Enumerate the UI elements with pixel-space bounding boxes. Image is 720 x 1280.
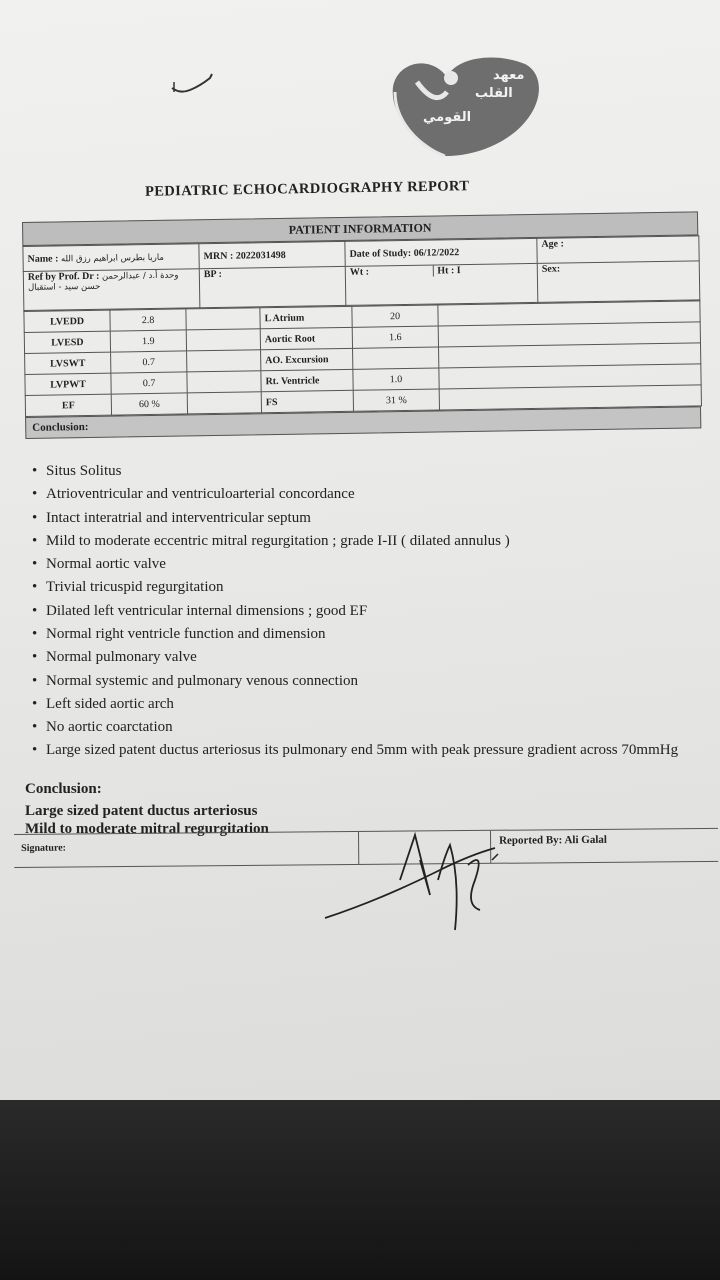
- measurements-table: [23, 300, 702, 417]
- final-conclusion-line-2: Mild to moderate mitral regurgitation: [25, 821, 269, 837]
- findings-list: [32, 460, 702, 760]
- patient-info-header: PATIENT INFORMATION: [22, 211, 698, 246]
- l-atrium-value: 20: [352, 305, 438, 327]
- ao-excursion-value: [353, 347, 439, 369]
- ef-label: EF: [25, 394, 111, 416]
- rt-ventricle-label: Rt. Ventricle: [261, 369, 353, 391]
- logo-text-3: القومي: [423, 110, 472, 125]
- rt-ventricle-value: 1.0: [353, 368, 439, 390]
- list-item: • Large sized patent ductus arteriosus its pulmonary end 5mm with peak pressure gradient across 70mmHg: [32, 740, 696, 760]
- reported-by: Reported By: Ali Galal: [499, 833, 607, 847]
- aortic-root-label: Aortic Root: [260, 327, 352, 349]
- list-item: • Normal systemic and pulmonary venous connection: [32, 670, 702, 693]
- list-item: • Normal right ventricle function and dimension: [32, 623, 702, 646]
- signature-cell: [14, 832, 359, 867]
- fs-label: FS: [261, 390, 353, 412]
- wt-ht-cell: [345, 263, 538, 305]
- logo-text-2: القلب: [475, 86, 513, 101]
- sex-cell: Sex:: [537, 261, 700, 303]
- name-cell: [23, 244, 199, 272]
- handwritten-mark: [170, 70, 220, 100]
- lvesd-value: 1.9: [110, 330, 186, 352]
- name-label: Name :: [27, 252, 59, 265]
- patient-info-table: [22, 235, 700, 311]
- signature-label: Signature:: [21, 842, 67, 854]
- final-conclusion-label: Conclusion:: [25, 781, 102, 797]
- ao-excursion-label: AO. Excursion: [261, 348, 353, 370]
- aortic-root-value: 1.6: [352, 326, 438, 348]
- mrn-cell: MRN : 2022031498: [199, 241, 345, 268]
- report-title: PEDIATRIC ECHOCARDIOGRAPHY REPORT: [144, 178, 470, 200]
- bp-cell: BP :: [199, 266, 346, 307]
- list-item: • Normal pulmonary valve: [32, 646, 702, 669]
- ef-value: 60 %: [111, 393, 187, 415]
- lvswt-label: LVSWT: [25, 352, 111, 374]
- age-cell: Age :: [537, 236, 699, 264]
- lvswt-value: 0.7: [111, 351, 187, 373]
- patient-name: ماريا بطرس ابراهيم رزق الله: [60, 252, 165, 264]
- logo-text-1: معهد: [493, 68, 525, 83]
- list-item: • Situs Solitus: [32, 460, 702, 483]
- list-item: • Trivial tricuspid regurgitation: [32, 576, 702, 599]
- list-item: • Atrioventricular and ventriculoarterial concordance: [32, 483, 702, 506]
- ref-cell: [23, 269, 200, 311]
- lvedd-label: LVEDD: [24, 310, 110, 332]
- list-item: • Mild to moderate eccentric mitral regurgitation ; grade I-II ( dilated annulus ): [32, 530, 702, 553]
- ref-value: وحدة أ.د / عبدالرحمن: [101, 270, 179, 282]
- patient-info-form: [22, 211, 701, 439]
- wt-label: Wt :: [349, 266, 370, 278]
- ref-label: Ref by Prof. Dr :: [27, 270, 100, 283]
- final-conclusion-line-1: Large sized patent ductus arteriosus: [25, 803, 258, 819]
- list-item: • Normal aortic valve: [32, 553, 702, 576]
- institute-logo: [385, 52, 545, 162]
- list-item: • Intact interatrial and interventricular septum: [32, 507, 702, 530]
- fs-value: 31 %: [353, 389, 439, 411]
- handwritten-signature: [320, 820, 520, 940]
- background-surface: [0, 1100, 720, 1280]
- final-conclusion: [25, 780, 269, 838]
- conclusion-header: Conclusion:: [25, 406, 701, 439]
- lvedd-value: 2.8: [110, 309, 186, 331]
- lvesd-label: LVESD: [24, 331, 110, 353]
- ht-label: Ht : I: [432, 265, 461, 276]
- lvpwt-value: 0.7: [111, 372, 187, 394]
- list-item: • No aortic coarctation: [32, 716, 702, 739]
- lvpwt-label: LVPWT: [25, 373, 111, 395]
- date-of-study: Date of Study: 06/12/2022: [345, 238, 537, 266]
- list-item: • Dilated left ventricular internal dimensions ; good EF: [32, 600, 702, 623]
- l-atrium-label: L Atrium: [260, 306, 352, 328]
- ref-value-2: حسن سيد - استقبال: [27, 281, 101, 293]
- list-item: • Left sided aortic arch: [32, 693, 702, 716]
